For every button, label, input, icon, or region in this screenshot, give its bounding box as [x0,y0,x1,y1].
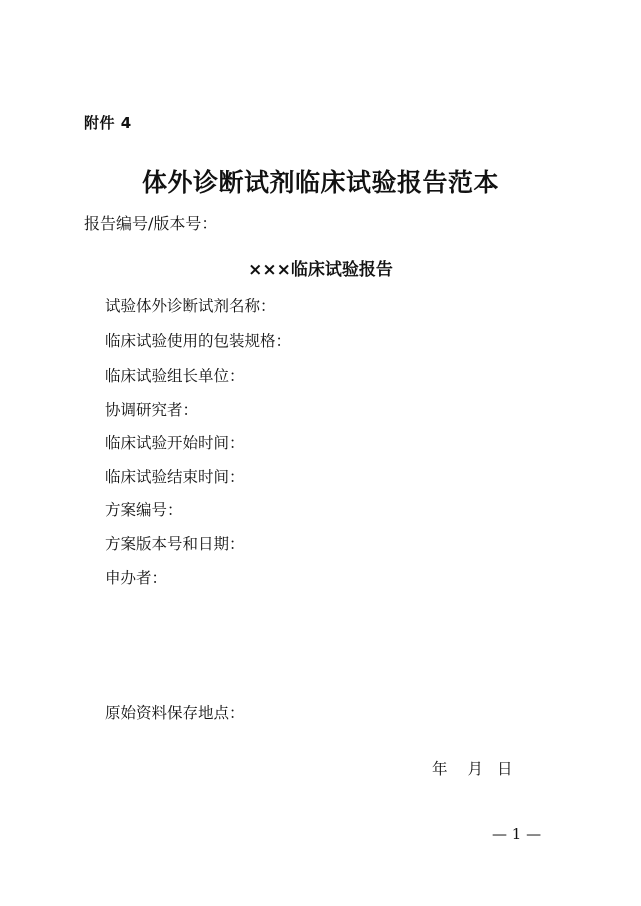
field-leading-unit: 临床试验组长单位： [105,367,245,385]
attachment-label: 附件 4 [84,114,132,132]
report-title: ×××临床试验报告 [248,260,393,280]
field-sponsor: 申办者： [105,569,168,587]
field-coordinating-investigator: 协调研究者： [105,401,199,419]
date-day: 日 [497,760,513,778]
report-number-label: 报告编号/版本号： [84,214,218,233]
field-start-time: 临床试验开始时间： [105,434,245,452]
date-month: 月 [467,760,484,778]
document-title: 体外诊断试剂临床试验报告范本 [141,168,499,197]
page-number: — 1 — [492,825,542,843]
field-protocol-version-date: 方案版本号和日期： [105,535,245,553]
date-line [432,757,513,779]
field-package-spec: 临床试验使用的包装规格： [105,332,292,350]
field-data-location: 原始资料保存地点： [105,704,245,722]
date-year: 年 [432,760,448,778]
field-protocol-number: 方案编号： [105,501,183,519]
field-end-time: 临床试验结束时间： [105,468,245,486]
field-reagent-name: 试验体外诊断试剂名称： [105,297,276,315]
